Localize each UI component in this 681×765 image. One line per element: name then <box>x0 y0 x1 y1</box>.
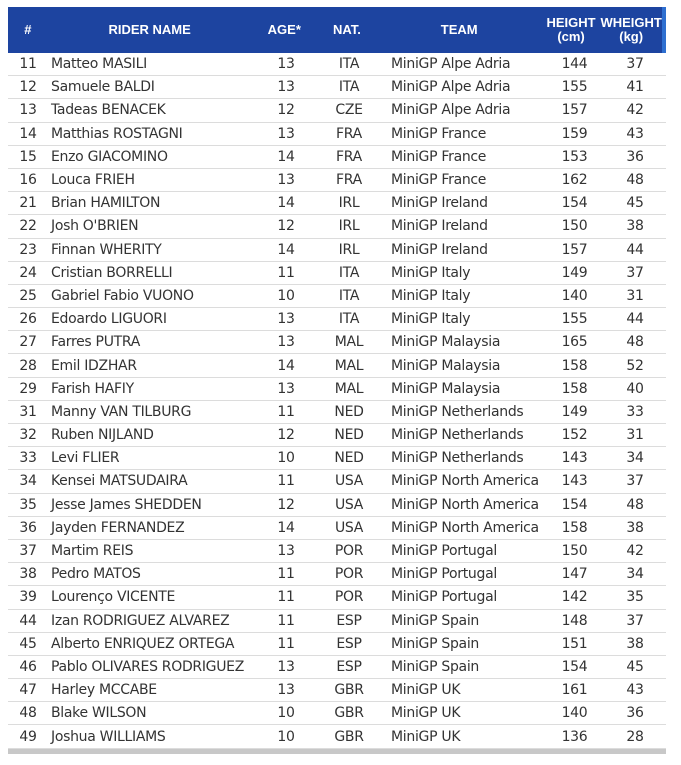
header-rider-name: RIDER NAME <box>108 23 191 37</box>
rider-age: 12 <box>277 427 295 444</box>
rider-name: Gabriel Fabio VUONO <box>51 287 194 304</box>
rider-nationality: IRL <box>338 218 360 235</box>
rider-weight: 40 <box>626 380 644 397</box>
rider-number: 22 <box>19 218 37 235</box>
rider-height: 162 <box>561 172 588 189</box>
rider-team: MiniGP North America <box>391 496 539 513</box>
rider-age: 13 <box>277 682 295 699</box>
rider-name: Martim REIS <box>51 543 134 560</box>
rider-name: Edoardo LIGUORI <box>51 311 167 328</box>
rider-nationality: ITA <box>338 287 360 304</box>
rider-height: 151 <box>561 635 588 652</box>
table-row <box>8 285 666 308</box>
table-row <box>8 169 666 192</box>
rider-age: 12 <box>277 218 295 235</box>
rider-number: 23 <box>19 241 37 258</box>
rider-name: Ruben NIJLAND <box>51 427 154 444</box>
rider-age: 14 <box>277 357 295 374</box>
rider-height: 159 <box>561 125 588 142</box>
rider-nationality: NED <box>334 403 364 420</box>
rider-age: 13 <box>277 334 295 351</box>
rider-name: Cristian BORRELLI <box>51 264 173 281</box>
rider-name: Emil IDZHAR <box>51 357 137 374</box>
rider-nationality: GBR <box>334 682 364 699</box>
rider-name: Levi FLIER <box>51 450 120 467</box>
rider-number: 39 <box>19 589 37 606</box>
rider-nationality: MAL <box>334 380 364 397</box>
rider-nationality: USA <box>334 473 364 490</box>
rider-number: 46 <box>19 658 37 675</box>
rider-height: 140 <box>561 705 588 722</box>
rider-age: 11 <box>277 473 295 490</box>
header-team: TEAM <box>440 23 478 37</box>
table-row <box>8 725 666 748</box>
rider-name: Farish HAFIY <box>51 380 134 397</box>
table-row <box>8 192 666 215</box>
rider-height: 158 <box>561 519 588 536</box>
rider-weight: 48 <box>626 496 644 513</box>
rider-nationality: POR <box>334 543 364 560</box>
rider-nationality: USA <box>334 496 364 513</box>
table-row <box>8 470 666 493</box>
rider-number: 38 <box>19 566 37 583</box>
rider-age: 13 <box>277 172 295 189</box>
rider-age: 11 <box>277 566 295 583</box>
table-row <box>8 146 666 169</box>
rider-team: MiniGP UK <box>391 682 461 699</box>
rider-nationality: IRL <box>338 195 360 212</box>
rider-age: 13 <box>277 380 295 397</box>
rider-nationality: ESP <box>336 658 362 675</box>
rider-age: 13 <box>277 658 295 675</box>
table-row <box>8 99 666 122</box>
rider-number: 32 <box>19 427 37 444</box>
rider-team: MiniGP Spain <box>391 635 479 652</box>
rider-team: MiniGP North America <box>391 519 539 536</box>
rider-height: 154 <box>561 195 588 212</box>
rider-weight: 38 <box>626 218 644 235</box>
table-row <box>8 494 666 517</box>
rider-team: MiniGP Portugal <box>391 566 497 583</box>
rider-weight: 42 <box>626 102 644 119</box>
rider-nationality: ITA <box>338 264 360 281</box>
rider-height: 150 <box>561 218 588 235</box>
rider-height: 142 <box>561 589 588 606</box>
rider-height: 150 <box>561 543 588 560</box>
rider-height: 149 <box>561 403 588 420</box>
rider-number: 29 <box>19 380 37 397</box>
rider-team: MiniGP Alpe Adria <box>391 102 511 119</box>
rider-height: 148 <box>561 612 588 629</box>
rider-weight: 42 <box>626 543 644 560</box>
rider-age: 10 <box>277 728 295 745</box>
rider-number: 26 <box>19 311 37 328</box>
rider-nationality: IRL <box>338 241 360 258</box>
rider-weight: 38 <box>626 519 644 536</box>
table-row <box>8 215 666 238</box>
rider-number: 27 <box>19 334 37 351</box>
rider-nationality: GBR <box>334 728 364 745</box>
rider-team: MiniGP Alpe Adria <box>391 79 511 96</box>
rider-nationality: ESP <box>336 635 362 652</box>
rider-team: MiniGP Netherlands <box>391 427 524 444</box>
rider-name: Brian HAMILTON <box>51 195 161 212</box>
table-row <box>8 308 666 331</box>
rider-weight: 48 <box>626 172 644 189</box>
table-row <box>8 702 666 725</box>
rider-weight: 41 <box>626 79 644 96</box>
rider-name: Blake WILSON <box>51 705 147 722</box>
rider-name: Josh O'BRIEN <box>51 218 139 235</box>
rider-nationality: FRA <box>336 125 362 142</box>
rider-name: Matthias ROSTAGNI <box>51 125 183 142</box>
rider-nationality: ESP <box>336 612 362 629</box>
rider-age: 10 <box>277 287 295 304</box>
rider-weight: 44 <box>626 311 644 328</box>
rider-team: MiniGP UK <box>391 705 461 722</box>
rider-number: 21 <box>19 195 37 212</box>
rider-number: 45 <box>19 635 37 652</box>
rider-nationality: CZE <box>335 102 363 119</box>
rider-name: Pedro MATOS <box>51 566 141 583</box>
rider-weight: 34 <box>626 450 644 467</box>
rider-age: 10 <box>277 450 295 467</box>
rider-age: 13 <box>277 79 295 96</box>
rider-weight: 45 <box>626 195 644 212</box>
rider-number: 24 <box>19 264 37 281</box>
rider-nationality: MAL <box>334 357 364 374</box>
rider-team: MiniGP UK <box>391 728 461 745</box>
rider-nationality: POR <box>334 589 364 606</box>
rider-number: 34 <box>19 473 37 490</box>
rider-age: 14 <box>277 195 295 212</box>
rider-weight: 33 <box>626 403 644 420</box>
table-row <box>8 679 666 702</box>
table-row <box>8 239 666 262</box>
rider-team: MiniGP Netherlands <box>391 450 524 467</box>
rider-height: 157 <box>561 241 588 258</box>
rider-nationality: NED <box>334 427 364 444</box>
rider-team: MiniGP Italy <box>391 287 471 304</box>
rider-name: Alberto ENRIQUEZ ORTEGA <box>51 635 235 652</box>
rider-name: Matteo MASILI <box>51 56 147 73</box>
rider-number: 25 <box>19 287 37 304</box>
rider-team: MiniGP Netherlands <box>391 403 524 420</box>
rider-height: 154 <box>561 658 588 675</box>
rider-nationality: ITA <box>338 56 360 73</box>
rider-height: 152 <box>561 427 588 444</box>
rider-weight: 35 <box>626 589 644 606</box>
rider-name: Farres PUTRA <box>51 334 141 351</box>
table-row <box>8 354 666 377</box>
rider-team: MiniGP Italy <box>391 311 471 328</box>
rider-weight: 52 <box>626 357 644 374</box>
rider-age: 11 <box>277 635 295 652</box>
rider-team: MiniGP Portugal <box>391 589 497 606</box>
rider-number: 15 <box>19 148 37 165</box>
rider-age: 14 <box>277 519 295 536</box>
table-row <box>8 517 666 540</box>
rider-age: 14 <box>277 241 295 258</box>
rider-number: 49 <box>19 728 37 745</box>
rider-name: Enzo GIACOMINO <box>51 148 168 165</box>
rider-team: MiniGP Spain <box>391 612 479 629</box>
rider-number: 48 <box>19 705 37 722</box>
rider-nationality: ITA <box>338 311 360 328</box>
rider-number: 47 <box>19 682 37 699</box>
rider-age: 14 <box>277 148 295 165</box>
rider-nationality: MAL <box>334 334 364 351</box>
table-row <box>8 656 666 679</box>
rider-age: 13 <box>277 125 295 142</box>
rider-height: 143 <box>561 473 588 490</box>
rider-weight: 44 <box>626 241 644 258</box>
rider-age: 11 <box>277 612 295 629</box>
rider-weight: 37 <box>626 56 644 73</box>
rider-weight: 48 <box>626 334 644 351</box>
table-header <box>8 7 666 53</box>
rider-nationality: ITA <box>338 79 360 96</box>
rider-team: MiniGP Alpe Adria <box>391 56 511 73</box>
rider-team: MiniGP North America <box>391 473 539 490</box>
rider-name: Harley MCCABE <box>51 682 157 699</box>
table-row <box>8 586 666 609</box>
rider-nationality: USA <box>334 519 364 536</box>
rider-weight: 37 <box>626 264 644 281</box>
rider-height: 140 <box>561 287 588 304</box>
rider-height: 157 <box>561 102 588 119</box>
header-number: # <box>24 23 32 37</box>
rider-weight: 43 <box>626 682 644 699</box>
rider-nationality: FRA <box>336 148 362 165</box>
rider-height: 154 <box>561 496 588 513</box>
rider-team: MiniGP Italy <box>391 264 471 281</box>
rider-height: 158 <box>561 380 588 397</box>
rider-number: 31 <box>19 403 37 420</box>
table-row <box>8 540 666 563</box>
rider-height: 144 <box>561 56 588 73</box>
rider-nationality: POR <box>334 566 364 583</box>
rider-weight: 28 <box>626 728 644 745</box>
rider-age: 11 <box>277 403 295 420</box>
rider-name: Pablo OLIVARES RODRIGUEZ <box>51 658 245 675</box>
table-row <box>8 331 666 354</box>
rider-name: Samuele BALDI <box>51 79 155 96</box>
table-row <box>8 610 666 633</box>
rider-age: 11 <box>277 589 295 606</box>
table-row <box>8 633 666 656</box>
rider-name: Lourenço VICENTE <box>51 589 176 606</box>
rider-age: 10 <box>277 705 295 722</box>
rider-age: 12 <box>277 496 295 513</box>
rider-name: Finnan WHERITY <box>51 241 162 258</box>
table-row <box>8 401 666 424</box>
rider-name: Manny VAN TILBURG <box>51 403 192 420</box>
rider-age: 13 <box>277 311 295 328</box>
rider-height: 155 <box>561 79 588 96</box>
table-row <box>8 53 666 76</box>
rider-number: 16 <box>19 172 37 189</box>
rider-name: Jayden FERNANDEZ <box>51 519 185 536</box>
rider-team: MiniGP Ireland <box>391 218 488 235</box>
rider-height: 153 <box>561 148 588 165</box>
table-row <box>8 424 666 447</box>
header-age: AGE* <box>267 23 301 37</box>
rider-weight: 43 <box>626 125 644 142</box>
rider-age: 13 <box>277 56 295 73</box>
rider-number: 33 <box>19 450 37 467</box>
rider-number: 36 <box>19 519 37 536</box>
rider-height: 136 <box>561 728 588 745</box>
rider-team: MiniGP Ireland <box>391 195 488 212</box>
header-height: HEIGHT (cm) <box>546 16 596 44</box>
rider-age: 13 <box>277 543 295 560</box>
rider-name: Tadeas BENACEK <box>51 102 166 119</box>
rider-nationality: NED <box>334 450 364 467</box>
rider-name: Kensei MATSUDAIRA <box>51 473 188 490</box>
rider-height: 149 <box>561 264 588 281</box>
rider-table <box>8 7 666 754</box>
rider-height: 158 <box>561 357 588 374</box>
rider-weight: 31 <box>626 427 644 444</box>
rider-team: MiniGP France <box>391 125 487 142</box>
rider-nationality: GBR <box>334 705 364 722</box>
rider-team: MiniGP Spain <box>391 658 479 675</box>
rider-weight: 34 <box>626 566 644 583</box>
rider-number: 11 <box>19 56 37 73</box>
rider-name: Jesse James SHEDDEN <box>51 496 202 513</box>
rider-weight: 31 <box>626 287 644 304</box>
rider-team: MiniGP France <box>391 148 487 165</box>
rider-team: MiniGP Malaysia <box>391 334 501 351</box>
rider-number: 13 <box>19 102 37 119</box>
table-body <box>8 53 666 749</box>
rider-weight: 45 <box>626 658 644 675</box>
rider-team: MiniGP Ireland <box>391 241 488 258</box>
rider-height: 165 <box>561 334 588 351</box>
rider-age: 11 <box>277 264 295 281</box>
rider-number: 44 <box>19 612 37 629</box>
rider-name: Joshua WILLIAMS <box>51 728 166 745</box>
table-row <box>8 447 666 470</box>
rider-height: 147 <box>561 566 588 583</box>
table-row <box>8 262 666 285</box>
rider-name: Izan RODRIGUEZ ALVAREZ <box>51 612 230 629</box>
rider-height: 143 <box>561 450 588 467</box>
rider-number: 14 <box>19 125 37 142</box>
header-nationality: NAT. <box>332 23 361 37</box>
rider-weight: 37 <box>626 473 644 490</box>
rider-number: 28 <box>19 357 37 374</box>
rider-team: MiniGP France <box>391 172 487 189</box>
table-row <box>8 563 666 586</box>
rider-weight: 36 <box>626 705 644 722</box>
rider-nationality: FRA <box>336 172 362 189</box>
rider-name: Louca FRIEH <box>51 172 135 189</box>
rider-team: MiniGP Malaysia <box>391 357 501 374</box>
rider-team: MiniGP Portugal <box>391 543 497 560</box>
rider-number: 37 <box>19 543 37 560</box>
rider-number: 12 <box>19 79 37 96</box>
rider-weight: 38 <box>626 635 644 652</box>
table-bottom-border <box>8 749 666 754</box>
table-row <box>8 378 666 401</box>
header-weight: WHEIGHT (kg) <box>600 16 662 44</box>
rider-number: 35 <box>19 496 37 513</box>
rider-age: 12 <box>277 102 295 119</box>
rider-height: 161 <box>561 682 588 699</box>
rider-team: MiniGP Malaysia <box>391 380 501 397</box>
rider-height: 155 <box>561 311 588 328</box>
table-row <box>8 123 666 146</box>
rider-weight: 37 <box>626 612 644 629</box>
rider-weight: 36 <box>626 148 644 165</box>
table-row <box>8 76 666 99</box>
